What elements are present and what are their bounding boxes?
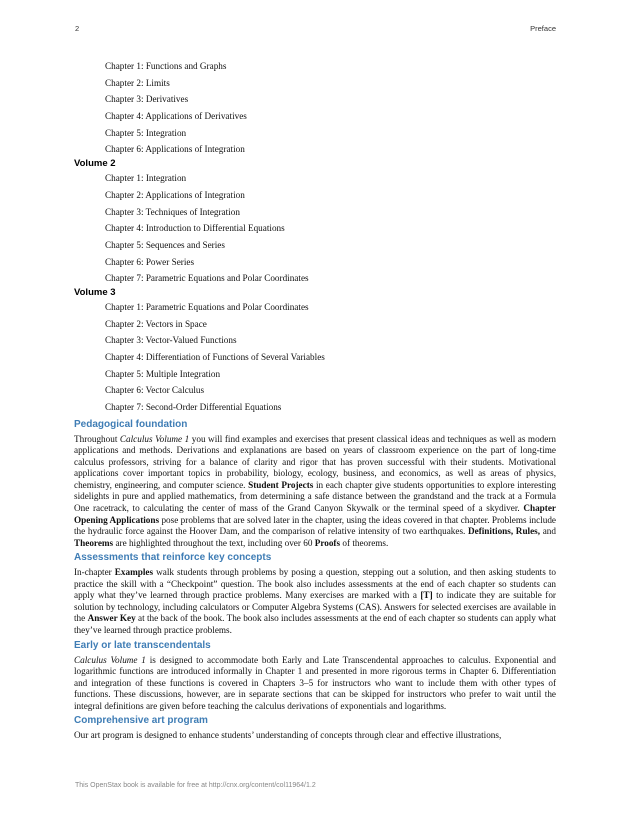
volume3-heading: Volume 3 (74, 286, 116, 298)
text-run: at the back of the book. The book also includes assessments at the end of each chapter so students can apply what they’ve learned through practice problems. (74, 613, 557, 635)
pedagogical-heading: Pedagogical foundation (74, 418, 188, 430)
bold-term: Proofs (314, 537, 341, 548)
chapter-item: Chapter 2: Applications of Integration (105, 189, 245, 200)
text-run: walk students through problems by posing a question, stepping out a solution, and then asking students to practice the skill with a “Checkpoint” question. The book also includes assessments at the end of each chapter so students can apply what they’ve learned through practice problems. Many exercises are marked with a (74, 567, 556, 601)
volume2-chapter-list (74, 170, 556, 287)
chapter-item: Chapter 5: Sequences and Series (105, 239, 225, 250)
page-content (74, 58, 556, 743)
chapter-item: Chapter 1: Integration (105, 173, 187, 184)
text-run: Our art program is designed to enhance students’ understanding of concepts through clear and effective illustrations, (74, 730, 502, 741)
bold-term: Examples (114, 567, 154, 578)
chapter-item: Chapter 6: Applications of Integration (105, 144, 245, 155)
italic-term: Calculus Volume 1 (119, 433, 190, 444)
art-program-heading: Comprehensive art program (74, 715, 208, 727)
bold-term: Answer Key (87, 613, 136, 624)
page-number: 2 (75, 24, 80, 33)
bold-term: Theorems (74, 537, 114, 548)
chapter-item: Chapter 5: Integration (105, 127, 187, 138)
text-run: are highlighted throughout the text, including over 60 (113, 537, 315, 548)
chapter-item: Chapter 4: Introduction to Differential Equations (105, 223, 285, 234)
chapter-item: Chapter 3: Derivatives (105, 94, 189, 105)
assessments-heading: Assessments that reinforce key concepts (74, 552, 272, 564)
bold-term: [T] (420, 590, 433, 601)
chapter-item: Chapter 3: Vector-Valued Functions (105, 335, 237, 346)
bold-term: Chapter Opening Applications (74, 503, 556, 525)
page-footer: This OpenStax book is available for free at http://cnx.org/content/col11964/1.2 (75, 782, 316, 789)
chapter-item: Chapter 7: Parametric Equations and Polar Coordinates (105, 273, 309, 284)
chapter-item: Chapter 1: Parametric Equations and Polar Coordinates (105, 301, 309, 312)
bold-term: Student Projects (248, 479, 314, 490)
chapter-item: Chapter 6: Power Series (105, 256, 195, 267)
chapter-item: Chapter 4: Applications of Derivatives (105, 111, 247, 122)
pedagogical-paragraph (74, 434, 556, 549)
text-run: is designed to accommodate both Early and Late Transcendental approaches to calculus. Exponential and logarithmic functions are introduced informally in Chapter 1 and presented in more rigorous terms in Chapter 6. Differentiation and integration of these functions is covered in Chapters 3–5 for instructors who want to include them with other types of functions. These discussions, however, are in separate sections that can be skipped for instructors who prefer to wait until the integral definitions are given before teaching the calculus derivations of exponentials and logarithms. (74, 654, 556, 711)
chapter-item: Chapter 2: Limits (105, 77, 170, 88)
art-program-paragraph (74, 730, 556, 742)
assessments-paragraph (74, 567, 556, 636)
chapter-item: Chapter 2: Vectors in Space (105, 318, 207, 329)
volume1-chapter-list (74, 58, 556, 158)
chapter-item: Chapter 3: Techniques of Integration (105, 206, 240, 217)
volume3-chapter-list (74, 299, 556, 416)
volume2-heading: Volume 2 (74, 158, 116, 170)
text-run: of theorems. (340, 537, 389, 548)
text-run: in each chapter give students opportunities to explore interesting sidelights in pure and applied mathematics, from determining a safe distance between the grandstand and the track at a Formula One racetrack, to calculating the center of mass of the Grand Canyon Skywalk or the terminal speed of a skydiver. (74, 479, 557, 514)
italic-term: Calculus Volume 1 (74, 654, 146, 665)
text-run: Throughout (74, 433, 120, 444)
text-run: In-chapter (74, 567, 115, 578)
text-run: and (540, 526, 556, 537)
chapter-item: Chapter 1: Functions and Graphs (105, 61, 227, 71)
text-run: pose problems that are solved later in the chapter, using the ideas covered in that chapter. Problems include the hydraulic force against the Hoover Dam, and the comparison of relative intensity of two earthquakes. (74, 514, 557, 537)
chapter-item: Chapter 6: Vector Calculus (105, 385, 205, 396)
bold-term: Definitions, Rules, (467, 526, 541, 537)
transcendentals-heading: Early or late transcendentals (74, 639, 211, 651)
chapter-item: Chapter 5: Multiple Integration (105, 368, 221, 379)
transcendentals-paragraph (74, 655, 556, 713)
chapter-item: Chapter 7: Second-Order Differential Equations (105, 402, 282, 413)
chapter-item: Chapter 4: Differentiation of Functions of Several Variables (105, 352, 325, 362)
text-run: you will find examples and exercises that present classical ideas and techniques as well as modern applications and methods. Derivations and explanations are based on years of classroom experience on the part of long-time calculus professors, striving for a balance of clarity and rigor that has proven successful with their students. Motivational applications cover important topics in probability, biology, ecology, business, and economics, as well as areas of physics, chemistry, engineering, and computer science. (74, 433, 556, 490)
running-title: Preface (530, 24, 556, 33)
text-run: to indicate they are suitable for solution by technology, including calculators or Computer Algebra Systems (CAS). Answers for selected exercises are available in the (74, 590, 556, 624)
